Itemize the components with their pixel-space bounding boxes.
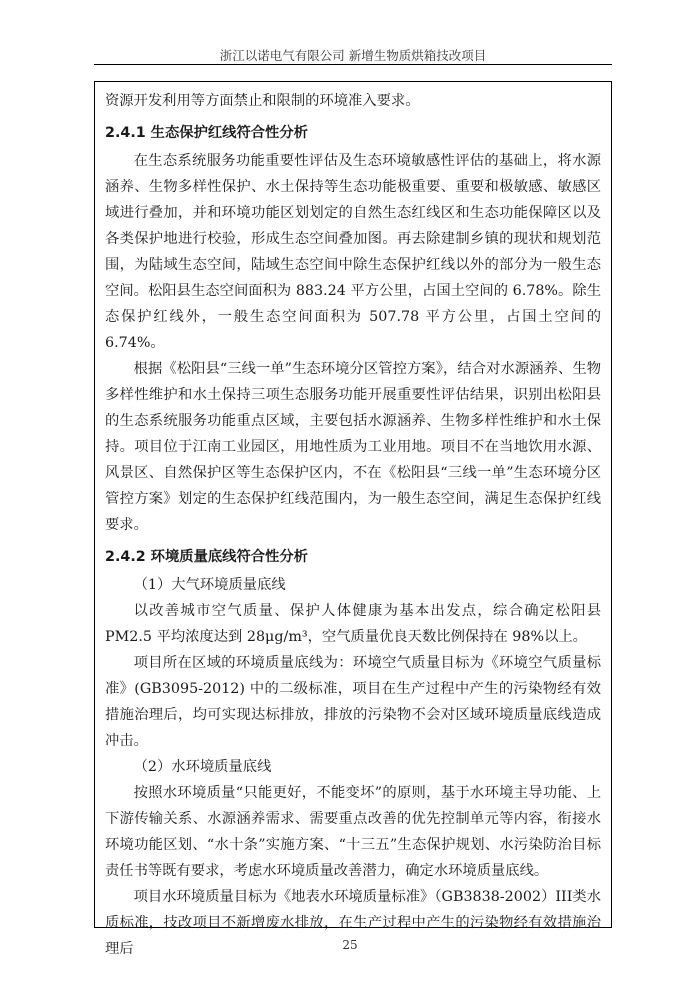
paragraph: 项目所在区域的环境质量底线为：环境空气质量目标为《环境空气质量标准》(GB3095-2012) 中的二级标准，项目在生产过程中产生的污染物经有效措施治理后，均可实现达标排放，排放的污染物不会对区域环境质量底线造成冲击。: [105, 655, 601, 749]
paragraph: 在生态系统服务功能重要性评估及生态环境敏感性评估的基础上，将水源涵养、生物多样性保护、水土保持等生态功能极重要、重要和极敏感、敏感区域进行叠加，并和环境功能区划划定的自然生态红线区和生态功能保障区以及各类保护地进行校验，形成生态空间叠加图。再去除建制乡镇的现状和规划范围，为陆域生态空间，陆域生态空间中除生态保护红线以外的部分为一般生态空间。松阳县生态空间面积为 883.24 平方公里，占国土空间的 6.78%。除生态保护红线外，一般生态空间面积为 507.78 平方公里，占国土空间的 6.74%。: [105, 153, 601, 351]
paragraph: 项目水环境质量目标为《地表水环境质量标准》（GB3838-2002）III类水质标准，技改项目不新增废水排放，在生产过程中产生的污染物经有效措施治理后: [105, 889, 601, 957]
paragraph: 根据《松阳县“三线一单”生态环境分区管控方案》，结合对水源涵养、生物多样性维护和水土保持三项生态服务功能开展重要性评估结果，识别出松阳县的生态系统服务功能重点区域，主要包括水源涵养、生物多样性维护和水土保持。项目位于江南工业园区，用地性质为工业用地。项目不在当地饮用水源、风景区、自然保护区等生态保护区内，不在《松阳县“三线一单”生态环境分区管控方案》划定的生态保护红线范围内，为一般生态空间，满足生态保护红线要求。: [105, 361, 601, 533]
paragraph: 按照水环境质量“只能更好，不能变坏”的原则，基于水环境主导功能、上下游传输关系、水源涵养需求、需要重点改善的优先控制单元等内容，衔接水环境功能区划、“水十条”实施方案、“十三五”生态保护规划、水污染防治目标责任书等既有要求，考虑水环境质量改善潜力，确定水环境质量底线。: [105, 785, 601, 879]
page-number: 25: [342, 938, 358, 952]
content-frame: [94, 81, 612, 957]
running-header: 浙江以诺电气有限公司 新增生物质烘箱技改项目: [219, 48, 487, 63]
section-heading: 2.4.2 环境质量底线符合性分析: [105, 549, 308, 565]
paragraph: 以改善城市空气质量、保护人体健康为基本出发点，综合确定松阳县 PM2.5 平均浓度达到 28μg/m³，空气质量优良天数比例保持在 98%以上。: [105, 603, 601, 645]
section-heading: 2.4.1 生态保护红线符合性分析: [105, 125, 308, 141]
paragraph: 资源开发利用等方面禁止和限制的环境准入要求。: [105, 93, 420, 109]
subheading: （2）水环境质量底线: [133, 759, 272, 775]
subheading: （1）大气环境质量底线: [133, 577, 286, 593]
header-rule: [94, 64, 612, 65]
